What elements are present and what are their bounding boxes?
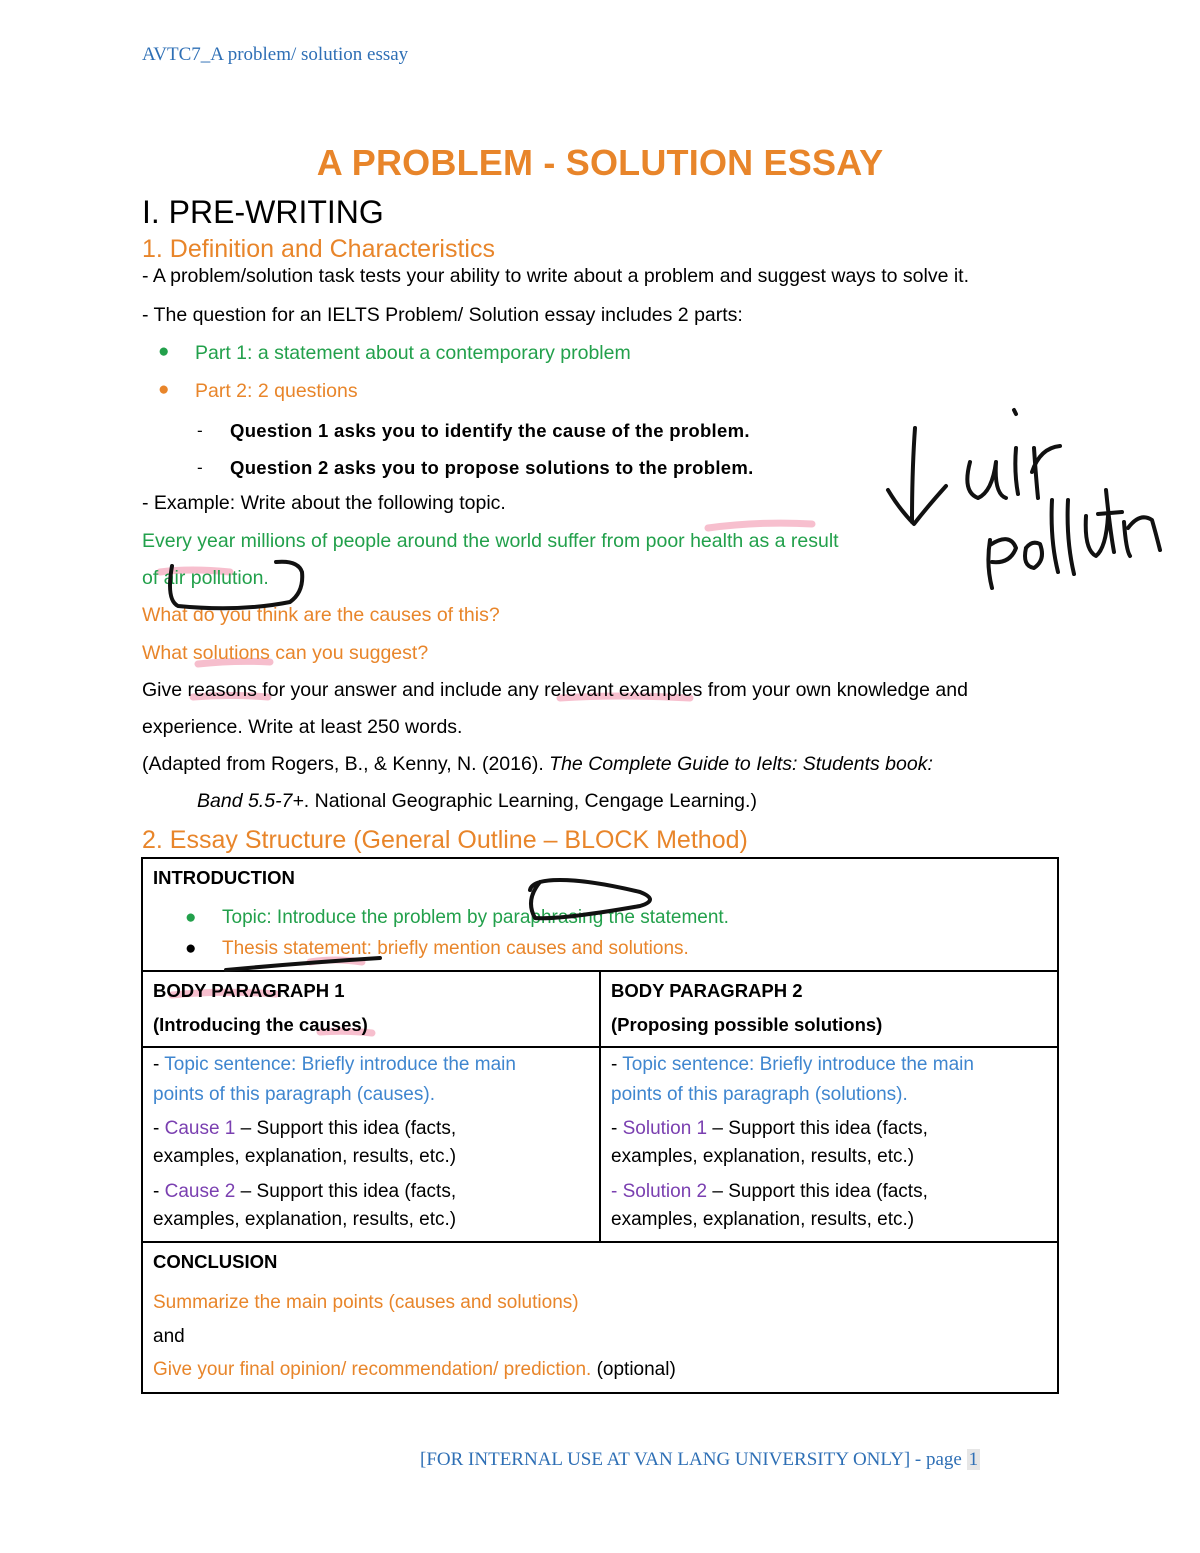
table-divider: [599, 970, 601, 1243]
body2-solution1: [611, 1118, 928, 1140]
section-heading-prewriting: I. PRE-WRITING: [142, 194, 384, 230]
intro-label: INTRODUCTION: [153, 867, 295, 888]
body2-topic-text: Topic sentence: Briefly introduce the main: [622, 1054, 974, 1075]
citation-line-2: [197, 790, 757, 813]
body1-cause2: [153, 1181, 456, 1203]
conclusion-label: CONCLUSION: [153, 1251, 278, 1272]
body2-solution2-line2: examples, explanation, results, etc.): [611, 1209, 915, 1230]
citation-book-title: The Complete Guide to Ielts: Students book:: [549, 753, 933, 775]
body1-dash: -: [153, 1054, 165, 1075]
footer-page-number: 1: [968, 1449, 979, 1470]
example-intro: - Example: Write about the following topic.: [142, 492, 506, 514]
ink-word-pollutn: [988, 490, 1160, 588]
highlight-health: [708, 523, 812, 528]
conclusion-optional: (optional): [591, 1359, 676, 1380]
solution1-rest: – Support this idea (facts,: [707, 1118, 928, 1139]
body1-label: BODY PARAGRAPH 1: [153, 980, 345, 1001]
example-instruction-2: experience. Write at least 250 words.: [142, 716, 463, 738]
body1-topic-line2: points of this paragraph (causes).: [153, 1084, 435, 1105]
dash-marker: -: [197, 421, 203, 440]
cause2-label: Cause 2: [164, 1181, 236, 1202]
definition-line: - A problem/solution task tests your ability to write about a problem and suggest ways to solve it.: [142, 265, 969, 287]
cause2-rest: – Support this idea (facts,: [235, 1181, 457, 1202]
cause1-rest: – Support this idea (facts,: [235, 1118, 457, 1139]
body1-sub: (Introducing the causes): [153, 1014, 368, 1035]
cause1-label: Cause 1: [164, 1118, 236, 1139]
page-footer: [420, 1449, 980, 1471]
body1-dash: -: [153, 1181, 165, 1202]
citation-authors: (Adapted from Rogers, B., & Kenny, N. (2016).: [142, 753, 550, 775]
conclusion-opinion: Give your final opinion/ recommendation/ prediction.: [153, 1359, 592, 1380]
body2-sub: (Proposing possible solutions): [611, 1014, 883, 1035]
bullet-part2: Part 2: 2 questions: [195, 380, 358, 402]
footer-text: [FOR INTERNAL USE AT VAN LANG UNIVERSITY ONLY] -: [420, 1449, 926, 1470]
question-parts-line: - The question for an IELTS Problem/ Solution essay includes 2 parts:: [142, 304, 743, 326]
example-question-1: What do you think are the causes of this?: [142, 604, 500, 626]
bullet-dot-icon: ●: [185, 938, 197, 959]
body2-topic-line2: points of this paragraph (solutions).: [611, 1084, 908, 1105]
intro-topic: Topic: Introduce the problem by paraphrasing the statement.: [222, 907, 729, 928]
question1-text: Question 1 asks you to identify the cause of the problem.: [230, 420, 750, 441]
question2-text: Question 2 asks you to propose solutions to the problem.: [230, 457, 754, 478]
solution2-rest: – Support this idea (facts,: [707, 1181, 928, 1202]
citation-line-1: [142, 753, 933, 776]
subheading-definition: 1. Definition and Characteristics: [142, 235, 495, 263]
dash-marker: -: [197, 458, 203, 477]
body2-label: BODY PARAGRAPH 2: [611, 980, 803, 1001]
body1-cause1-line2: examples, explanation, results, etc.): [153, 1146, 457, 1167]
down-arrow-handwritten-icon: [888, 428, 946, 524]
body1-topic-text: Topic sentence: Briefly introduce the main: [164, 1054, 516, 1075]
intro-thesis: Thesis statement: briefly mention causes and solutions.: [222, 938, 689, 959]
body1-topic-line1: [153, 1054, 516, 1076]
citation-band: Band 5.5-7+: [197, 790, 304, 812]
body2-dash: -: [611, 1118, 623, 1139]
bullet-dot-icon: ●: [185, 907, 197, 928]
bullet-dot-icon: ●: [158, 379, 170, 400]
body2-solution2: [611, 1181, 928, 1203]
page-title: A PROBLEM - SOLUTION ESSAY: [316, 142, 884, 183]
example-instruction-1: Give reasons for your answer and include any relevant examples from your own knowledge and: [142, 679, 968, 701]
body1-dash: -: [153, 1118, 165, 1139]
bullet-dot-icon: ●: [158, 341, 170, 362]
body1-cause1: [153, 1118, 456, 1140]
solution1-label: Solution 1: [622, 1118, 708, 1139]
example-question-2: What solutions can you suggest?: [142, 642, 429, 664]
example-line-1: Every year millions of people around the world suffer from poor health as a result: [142, 530, 839, 552]
bullet-part1: Part 1: a statement about a contemporary problem: [195, 342, 631, 364]
body2-dash: -: [611, 1054, 623, 1075]
body2-solution1-line2: examples, explanation, results, etc.): [611, 1146, 915, 1167]
conclusion-line3: [153, 1359, 676, 1381]
solution2-label: - Solution 2: [611, 1181, 708, 1202]
citation-publisher: . National Geographic Learning, Cengage Learning.): [303, 790, 757, 812]
example-line-2: of air pollution.: [142, 567, 269, 589]
body1-cause2-line2: examples, explanation, results, etc.): [153, 1209, 457, 1230]
conclusion-line2: and: [153, 1326, 185, 1347]
conclusion-line1: Summarize the main points (causes and solutions): [153, 1292, 579, 1313]
footer-page-label: page: [926, 1449, 967, 1470]
page-header: AVTC7_A problem/ solution essay: [142, 44, 409, 65]
section-heading-structure: 2. Essay Structure (General Outline – BLOCK Method): [142, 826, 748, 854]
body2-topic-line1: [611, 1054, 974, 1076]
ink-word-air: [967, 410, 1060, 498]
